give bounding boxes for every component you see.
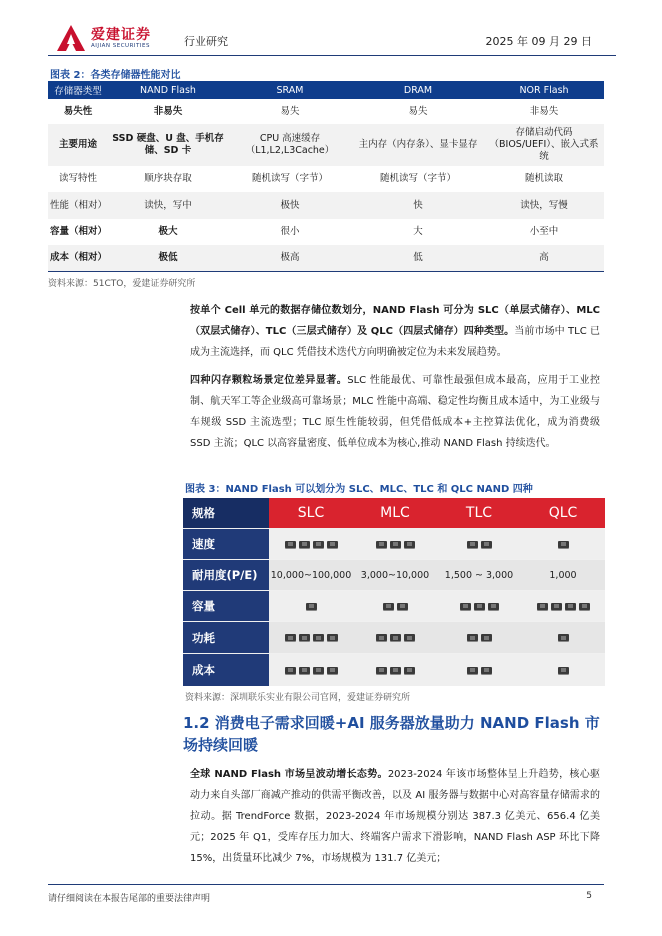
table-cell: 低: [352, 245, 484, 271]
chip-icon: [390, 541, 401, 548]
chip-icon: [467, 667, 478, 674]
logo-icon: [56, 24, 86, 52]
chip-icon: [551, 603, 562, 610]
chip-icon: [376, 634, 387, 641]
chip-icon: [481, 667, 492, 674]
row-label: 主要用途: [48, 124, 108, 166]
table-cell: SSD 硬盘、U 盘、手机存储、SD 卡: [108, 124, 228, 166]
table-header-row: [48, 81, 604, 99]
chip-icon: [481, 634, 492, 641]
chip-icon: [306, 603, 317, 610]
brand-logo: [56, 24, 151, 52]
figure-cell: [521, 622, 605, 653]
paragraph-market: [190, 764, 600, 869]
chip-icon: [313, 634, 324, 641]
figure-cell: [269, 591, 353, 621]
chip-icon: [481, 541, 492, 548]
table-cell: 随机读写（字节）: [228, 166, 352, 192]
chip-icon: [558, 541, 569, 548]
page-header: [48, 22, 616, 56]
figure-cell: [353, 654, 437, 686]
table-cell: 读快，写慢: [484, 192, 604, 219]
figure-row-label: 速度: [183, 529, 269, 559]
figure-cell: [521, 654, 605, 686]
chip-icon: [467, 634, 478, 641]
table-cell: 易失: [228, 99, 352, 124]
table-cell: 易失: [352, 99, 484, 124]
table-row: [48, 166, 604, 192]
legal-notice: 请仔细阅读在本报告尾部的重要法律声明: [48, 894, 211, 904]
table-cell: 随机读取: [484, 166, 604, 192]
chip-icon: [404, 541, 415, 548]
figure-row-label: 功耗: [183, 622, 269, 653]
chip-icon: [467, 541, 478, 548]
row-label: 成本（相对）: [48, 245, 108, 271]
figure-cell: [353, 591, 437, 621]
figure-cell: 1,500 ~ 3,000: [437, 560, 521, 590]
chip-icon: [558, 634, 569, 641]
paragraph-body: 当前市场中 TLC 已成为主流选择，而 QLC 凭借技术迭代方向明确被定位为未来发展趋势。: [190, 326, 600, 358]
figure-cell: 1,000: [521, 560, 605, 590]
figure-cell: [521, 529, 605, 559]
table2-caption: 图表 2：各类存储器性能对比: [50, 70, 181, 81]
table-cell: 存储启动代码（BIOS/UEFI）、嵌入式系统: [484, 124, 604, 166]
chip-icon: [299, 541, 310, 548]
chip-icon: [313, 541, 324, 548]
table-cell: 顺序块存取: [108, 166, 228, 192]
figure-cell: [521, 591, 605, 621]
chip-icon: [488, 603, 499, 610]
table-cell: 极大: [108, 219, 228, 245]
chip-icon: [285, 667, 296, 674]
figure-cell: 3,000~10,000: [353, 560, 437, 590]
paragraph-lead: 全球 NAND Flash 市场呈波动增长态势。: [190, 769, 388, 780]
paragraph-nand-types: [190, 300, 600, 363]
row-label: 读写特性: [48, 166, 108, 192]
logo-name-cn: 爱建证券: [91, 26, 151, 43]
table-row: [48, 192, 604, 219]
table-cell: 极快: [228, 192, 352, 219]
figure-cell: [269, 654, 353, 686]
report-category: 行业研究: [184, 35, 228, 48]
figure-row-label: 成本: [183, 654, 269, 686]
figure-row: [183, 560, 605, 590]
figure-cell: [269, 529, 353, 559]
figure-cell: [269, 622, 353, 653]
table-cell: 很小: [228, 219, 352, 245]
chip-icon: [404, 634, 415, 641]
chip-icon: [285, 634, 296, 641]
chip-icon: [327, 667, 338, 674]
figure-header-row: [183, 498, 605, 528]
figure-cell: [437, 622, 521, 653]
chip-icon: [565, 603, 576, 610]
page-number: 5: [586, 891, 592, 901]
table-cell: 大: [352, 219, 484, 245]
chip-icon: [383, 603, 394, 610]
table-row: [48, 124, 604, 166]
row-label: 容量（相对）: [48, 219, 108, 245]
column-header: SRAM: [228, 81, 352, 99]
chip-icon: [390, 634, 401, 641]
figure-cell: [437, 654, 521, 686]
table-cell: CPU 高速缓存（L1,L2,L3Cache）: [228, 124, 352, 166]
column-header: DRAM: [352, 81, 484, 99]
chip-icon: [327, 541, 338, 548]
section-heading: 1.2 消费电子需求回暖+AI 服务器放量助力 NAND Flash 市场持续回暖: [183, 714, 600, 754]
table-cell: 小至中: [484, 219, 604, 245]
table-cell: 主内存（内存条）、显卡显存: [352, 124, 484, 166]
column-header: NAND Flash: [108, 81, 228, 99]
chip-icon: [313, 667, 324, 674]
row-label: 性能（相对）: [48, 192, 108, 219]
table2-source: 资料来源：51CTO，爱建证券研究所: [48, 279, 196, 289]
figure3-caption: 图表 3：NAND Flash 可以划分为 SLC、MLC、TLC 和 QLC NAND 四种: [185, 484, 533, 495]
paragraph-scenarios: [190, 370, 600, 454]
row-label: 易失性: [48, 99, 108, 124]
figure-row-label: 容量: [183, 591, 269, 621]
figure-header-label: 规格: [183, 498, 269, 528]
figure-row: [183, 591, 605, 621]
table-cell: 随机读写（字节）: [352, 166, 484, 192]
paragraph-lead: 按单个 Cell 单元的数据存储位数划分，NAND Flash 可分为 SLC（单层式储存）、MLC（双层式储存）、TLC（三层式储存）及 QLC（四层式储存）四种类型。: [190, 305, 600, 337]
column-header: 存储器类型: [48, 81, 108, 99]
chip-icon: [474, 603, 485, 610]
report-date: 2025 年 09 月 29 日: [485, 35, 592, 48]
figure-cell: 10,000~100,000: [269, 560, 353, 590]
figure-row: [183, 622, 605, 653]
table-row: [48, 219, 604, 245]
figure-cell: [437, 591, 521, 621]
chip-icon: [285, 541, 296, 548]
nand-types-figure: [183, 498, 605, 686]
chip-icon: [579, 603, 590, 610]
chip-icon: [299, 634, 310, 641]
table-cell: 读快，写中: [108, 192, 228, 219]
paragraph-body: 2023-2024 年该市场整体呈上升趋势，核心驱动力来自头部厂商减产推动的供需平衡改善，以及 AI 服务器与数据中心对高容量存储需求的拉动。据 TrendForce 数据，2023-2024 年市场规模分别达 387.3 亿美元、656.4 亿美元；2025 年 Q1，受库存压力加大、终端客户需求下滑影响，NAND Flash ASP 环比下降 15%，出货量环比减少 7%，市场规模为 131.7 亿美元；: [190, 769, 600, 864]
chip-icon: [404, 667, 415, 674]
chip-icon: [376, 541, 387, 548]
figure-row-label: 耐用度(P/E): [183, 560, 269, 590]
page-footer: [48, 884, 604, 904]
column-header: NOR Flash: [484, 81, 604, 99]
figure-cell: [353, 529, 437, 559]
figure-column-header: SLC: [269, 498, 353, 528]
figure-cell: [353, 622, 437, 653]
table-cell: 非易失: [484, 99, 604, 124]
chip-icon: [460, 603, 471, 610]
figure3-source: 资料来源：深圳联乐实业有限公司官网，爱建证券研究所: [185, 693, 411, 703]
table-row: [48, 245, 604, 271]
table-cell: 非易失: [108, 99, 228, 124]
paragraph-body: SLC 性能最优、可靠性最强但成本最高，应用于工业控制、航天军工等企业级高可靠场景；MLC 性能中高端、稳定性均衡且成本适中，为工业级与车规级 SSD 主流选型；TLC 原生性能较弱，但凭借低成本+主控算法优化，成为消费级 SSD 主流；QLC 以高容量密度、低单位成本为核心,推动 NAND Flash 持续迭代。: [190, 375, 600, 449]
figure-column-header: MLC: [353, 498, 437, 528]
figure-column-header: QLC: [521, 498, 605, 528]
chip-icon: [558, 667, 569, 674]
chip-icon: [327, 634, 338, 641]
figure-row: [183, 654, 605, 686]
table-cell: 极低: [108, 245, 228, 271]
table-row: [48, 99, 604, 124]
chip-icon: [537, 603, 548, 610]
figure-column-header: TLC: [437, 498, 521, 528]
logo-name-en: AIJIAN SECURITIES: [91, 42, 150, 49]
chip-icon: [390, 667, 401, 674]
table-cell: 快: [352, 192, 484, 219]
figure-cell: [437, 529, 521, 559]
paragraph-lead: 四种闪存颗粒场景定位差异显著。: [190, 375, 348, 386]
table-cell: 高: [484, 245, 604, 271]
chip-icon: [376, 667, 387, 674]
chip-icon: [299, 667, 310, 674]
chip-icon: [397, 603, 408, 610]
table-cell: 极高: [228, 245, 352, 271]
figure-row: [183, 529, 605, 559]
storage-comparison-table: [48, 81, 604, 272]
